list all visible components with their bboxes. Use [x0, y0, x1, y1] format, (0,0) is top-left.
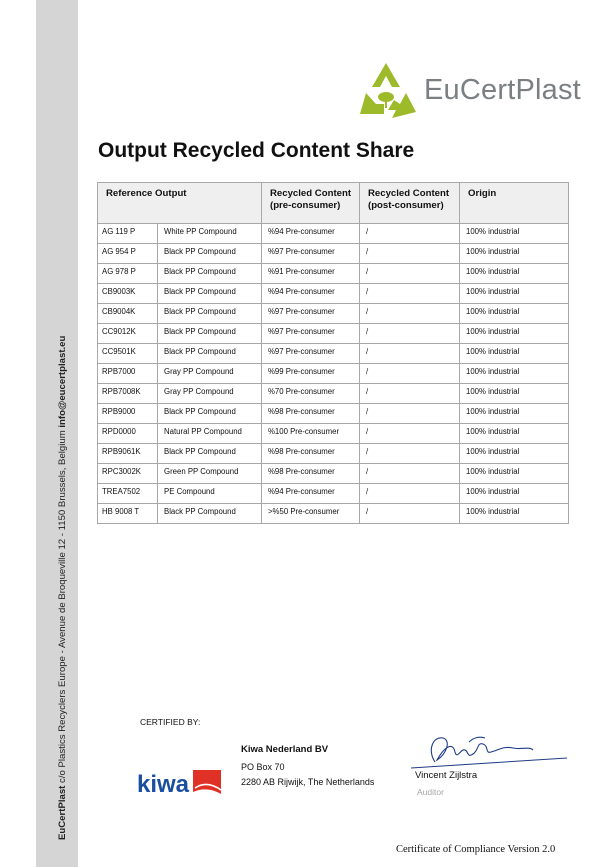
row-pre-consumer: %97 Pre-consumer: [262, 244, 360, 264]
row-origin: 100% industrial: [460, 364, 569, 384]
table-row: [98, 344, 569, 364]
row-pre-consumer: %100 Pre-consumer: [262, 424, 360, 444]
row-pre-consumer: %97 Pre-consumer: [262, 344, 360, 364]
row-post-consumer: /: [360, 484, 460, 504]
kiwa-logo: [137, 768, 223, 798]
row-origin: 100% industrial: [460, 424, 569, 444]
table-row: [98, 404, 569, 424]
footer-version: Certificate of Compliance Version 2.0: [396, 844, 556, 855]
certifier-city: 2280 AB Rijwijk, The Netherlands: [241, 777, 375, 787]
row-post-consumer: /: [360, 324, 460, 344]
table-row: [98, 284, 569, 304]
row-compound-name: Black PP Compound: [158, 404, 262, 424]
table-row: [98, 444, 569, 464]
header-post-line2: (post-consumer): [368, 200, 444, 211]
table-row: [98, 364, 569, 384]
row-origin: 100% industrial: [460, 384, 569, 404]
row-origin: 100% industrial: [460, 324, 569, 344]
row-origin: 100% industrial: [460, 484, 569, 504]
row-code: CB9004K: [98, 304, 158, 324]
row-code: RPC3002K: [98, 464, 158, 484]
table-row: [98, 264, 569, 284]
row-code: CC9501K: [98, 344, 158, 364]
row-origin: 100% industrial: [460, 244, 569, 264]
row-origin: 100% industrial: [460, 344, 569, 364]
row-compound-name: Black PP Compound: [158, 324, 262, 344]
row-code: CC9012K: [98, 324, 158, 344]
row-pre-consumer: %98 Pre-consumer: [262, 404, 360, 424]
row-pre-consumer: %94 Pre-consumer: [262, 224, 360, 244]
row-compound-name: Black PP Compound: [158, 344, 262, 364]
auditor-signature: [407, 728, 572, 776]
row-pre-consumer: %98 Pre-consumer: [262, 444, 360, 464]
row-pre-consumer: %98 Pre-consumer: [262, 464, 360, 484]
row-code: TREA7502: [98, 484, 158, 504]
table-row: [98, 464, 569, 484]
sidebar-contact-line: [57, 336, 68, 840]
row-post-consumer: /: [360, 284, 460, 304]
row-post-consumer: /: [360, 384, 460, 404]
header-reference-output: Reference Output: [98, 183, 262, 224]
row-code: AG 954 P: [98, 244, 158, 264]
row-code: RPB9061K: [98, 444, 158, 464]
table-row: [98, 384, 569, 404]
row-origin: 100% industrial: [460, 304, 569, 324]
row-post-consumer: /: [360, 244, 460, 264]
row-compound-name: Black PP Compound: [158, 304, 262, 324]
row-origin: 100% industrial: [460, 264, 569, 284]
row-compound-name: Gray PP Compound: [158, 384, 262, 404]
row-compound-name: Black PP Compound: [158, 444, 262, 464]
row-pre-consumer: >%50 Pre-consumer: [262, 504, 360, 524]
auditor-name: Vincent Zijlstra: [415, 770, 478, 781]
row-post-consumer: /: [360, 344, 460, 364]
row-post-consumer: /: [360, 224, 460, 244]
row-pre-consumer: %99 Pre-consumer: [262, 364, 360, 384]
row-pre-consumer: %70 Pre-consumer: [262, 384, 360, 404]
row-pre-consumer: %94 Pre-consumer: [262, 284, 360, 304]
row-pre-consumer: %94 Pre-consumer: [262, 484, 360, 504]
row-post-consumer: /: [360, 444, 460, 464]
row-compound-name: Natural PP Compound: [158, 424, 262, 444]
row-origin: 100% industrial: [460, 464, 569, 484]
header-post-line1: Recycled Content: [368, 188, 450, 199]
row-post-consumer: /: [360, 464, 460, 484]
certifier-po-box: PO Box 70: [241, 762, 285, 772]
header-pre-line2: (pre-consumer): [270, 200, 341, 211]
header-pre-line1: Recycled Content: [270, 188, 352, 199]
row-compound-name: Black PP Compound: [158, 264, 262, 284]
row-code: AG 119 P: [98, 224, 158, 244]
sidebar-address: c/o Plastics Recyclers Europe - Avenue de Broqueville 12 - 1150 Brussels, Belgium: [57, 427, 68, 786]
row-post-consumer: /: [360, 504, 460, 524]
row-code: RPB9000: [98, 404, 158, 424]
recycled-content-table: [97, 182, 569, 524]
row-compound-name: Black PP Compound: [158, 504, 262, 524]
table-row: [98, 324, 569, 344]
table-row: [98, 424, 569, 444]
table-body: [98, 224, 569, 524]
certified-by-label: CERTIFIED BY:: [140, 717, 201, 727]
row-code: RPB7008K: [98, 384, 158, 404]
table-row: [98, 484, 569, 504]
row-origin: 100% industrial: [460, 224, 569, 244]
row-compound-name: Gray PP Compound: [158, 364, 262, 384]
page-title: Output Recycled Content Share: [98, 139, 415, 162]
kiwa-logo-text: kiwa: [137, 771, 190, 798]
row-code: RPD0000: [98, 424, 158, 444]
header-origin: Origin: [460, 183, 569, 224]
row-post-consumer: /: [360, 424, 460, 444]
sidebar-email: info@eucertplast.eu: [57, 335, 68, 428]
row-compound-name: White PP Compound: [158, 224, 262, 244]
row-post-consumer: /: [360, 304, 460, 324]
certifier-name: Kiwa Nederland BV: [241, 744, 329, 755]
row-pre-consumer: %97 Pre-consumer: [262, 304, 360, 324]
table-header-row: [98, 183, 569, 224]
row-compound-name: Black PP Compound: [158, 244, 262, 264]
row-post-consumer: /: [360, 364, 460, 384]
row-origin: 100% industrial: [460, 284, 569, 304]
row-compound-name: Black PP Compound: [158, 284, 262, 304]
row-code: AG 978 P: [98, 264, 158, 284]
row-compound-name: PE Compound: [158, 484, 262, 504]
row-origin: 100% industrial: [460, 444, 569, 464]
row-post-consumer: /: [360, 264, 460, 284]
header-pre-consumer: [262, 183, 360, 224]
table-row: [98, 244, 569, 264]
brand-name: EuCertPlast: [424, 74, 581, 106]
table-row: [98, 224, 569, 244]
auditor-role: Auditor: [417, 787, 444, 797]
row-post-consumer: /: [360, 404, 460, 424]
header-post-consumer: [360, 183, 460, 224]
table-row: [98, 504, 569, 524]
sidebar-org-name: EuCertPlast: [57, 785, 68, 840]
row-code: HB 9008 T: [98, 504, 158, 524]
row-code: CB9003K: [98, 284, 158, 304]
row-pre-consumer: %91 Pre-consumer: [262, 264, 360, 284]
row-pre-consumer: %97 Pre-consumer: [262, 324, 360, 344]
row-code: RPB7000: [98, 364, 158, 384]
table-row: [98, 304, 569, 324]
row-origin: 100% industrial: [460, 504, 569, 524]
row-compound-name: Green PP Compound: [158, 464, 262, 484]
row-origin: 100% industrial: [460, 404, 569, 424]
